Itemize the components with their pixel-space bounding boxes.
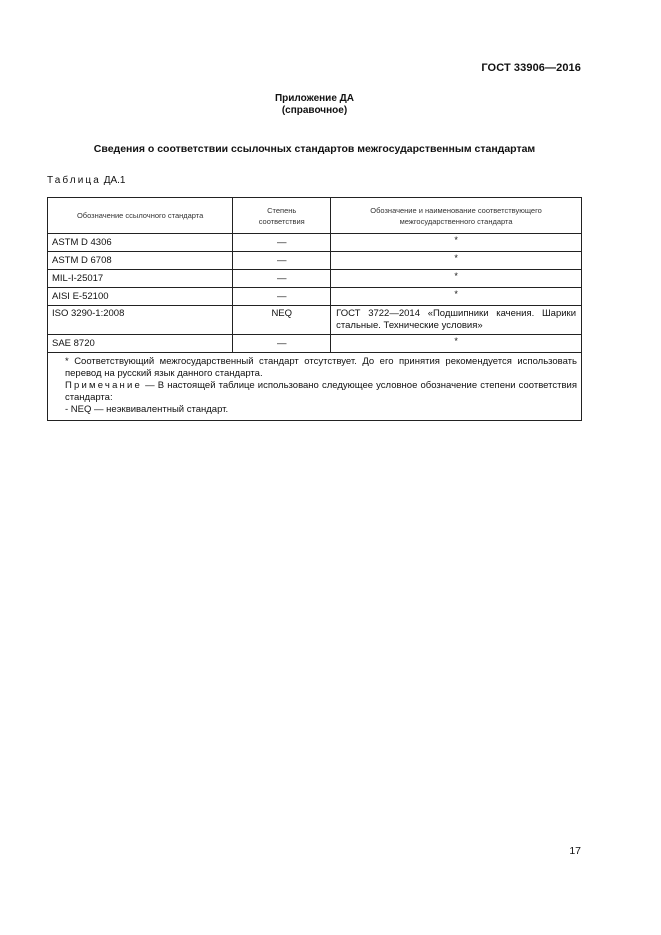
cell-reference: AISI E-52100 [48,288,233,306]
annex-title: Приложение ДА [274,93,355,104]
table-note [52,380,577,404]
section-title: Сведения о соответствии ссылочных стандартов межгосударственным стандартам [93,143,536,155]
cell-interstate: * [331,270,582,288]
cell-reference: ASTM D 4306 [48,234,233,252]
cell-reference: ISO 3290-1:2008 [48,306,233,335]
note-label: Примечание [65,380,142,391]
table-caption [47,175,126,186]
table-row [48,252,582,270]
document-code: ГОСТ 33906—2016 [481,62,581,74]
column-header-interstate-text: Обозначение и наименование соответствующего межгосударственного стандарта [370,205,542,226]
annex-subtitle: (справочное) [281,105,348,116]
cell-degree: — [233,252,331,270]
cell-degree: NEQ [233,306,331,335]
cell-interstate: * [331,252,582,270]
page-number: 17 [569,845,581,857]
cell-interstate: ГОСТ 3722—2014 «Подшипники качения. Шарики стальные. Технические условия» [331,306,582,335]
table-notes [48,353,582,421]
annex-heading [0,93,629,117]
cell-interstate: * [331,335,582,353]
cell-reference: SAE 8720 [48,335,233,353]
table-row [48,270,582,288]
column-header-degree-text: Степень соответствия [258,205,305,226]
cell-degree: — [233,234,331,252]
column-header-reference: Обозначение ссылочного стандарта [48,198,233,234]
table-caption-word: Таблица [47,175,101,186]
table-row [48,335,582,353]
table-header-row [48,198,582,234]
cell-reference: MIL-I-25017 [48,270,233,288]
cell-interstate: * [331,288,582,306]
standards-table [47,197,582,421]
table-notes-row [48,353,582,421]
cell-degree: — [233,288,331,306]
table-row [48,288,582,306]
table-caption-number: ДА.1 [103,175,126,186]
table-footnote: * Соответствующий межгосударственный стандарт отсутствует. До его принятия рекомендуется использовать перевод на русский язык данного стандарта. [65,356,577,379]
column-header-interstate [331,198,582,234]
column-header-degree [233,198,331,234]
cell-degree: — [233,270,331,288]
cell-interstate: * [331,234,582,252]
note-item: - NEQ — неэквивалентный стандарт. [65,404,229,415]
cell-degree: — [233,335,331,353]
cell-reference: ASTM D 6708 [48,252,233,270]
table-row [48,306,582,335]
note-text: — В настоящей таблице использовано следующее условное обозначение степени соответствия стандарта: [65,380,577,403]
table-row [48,234,582,252]
